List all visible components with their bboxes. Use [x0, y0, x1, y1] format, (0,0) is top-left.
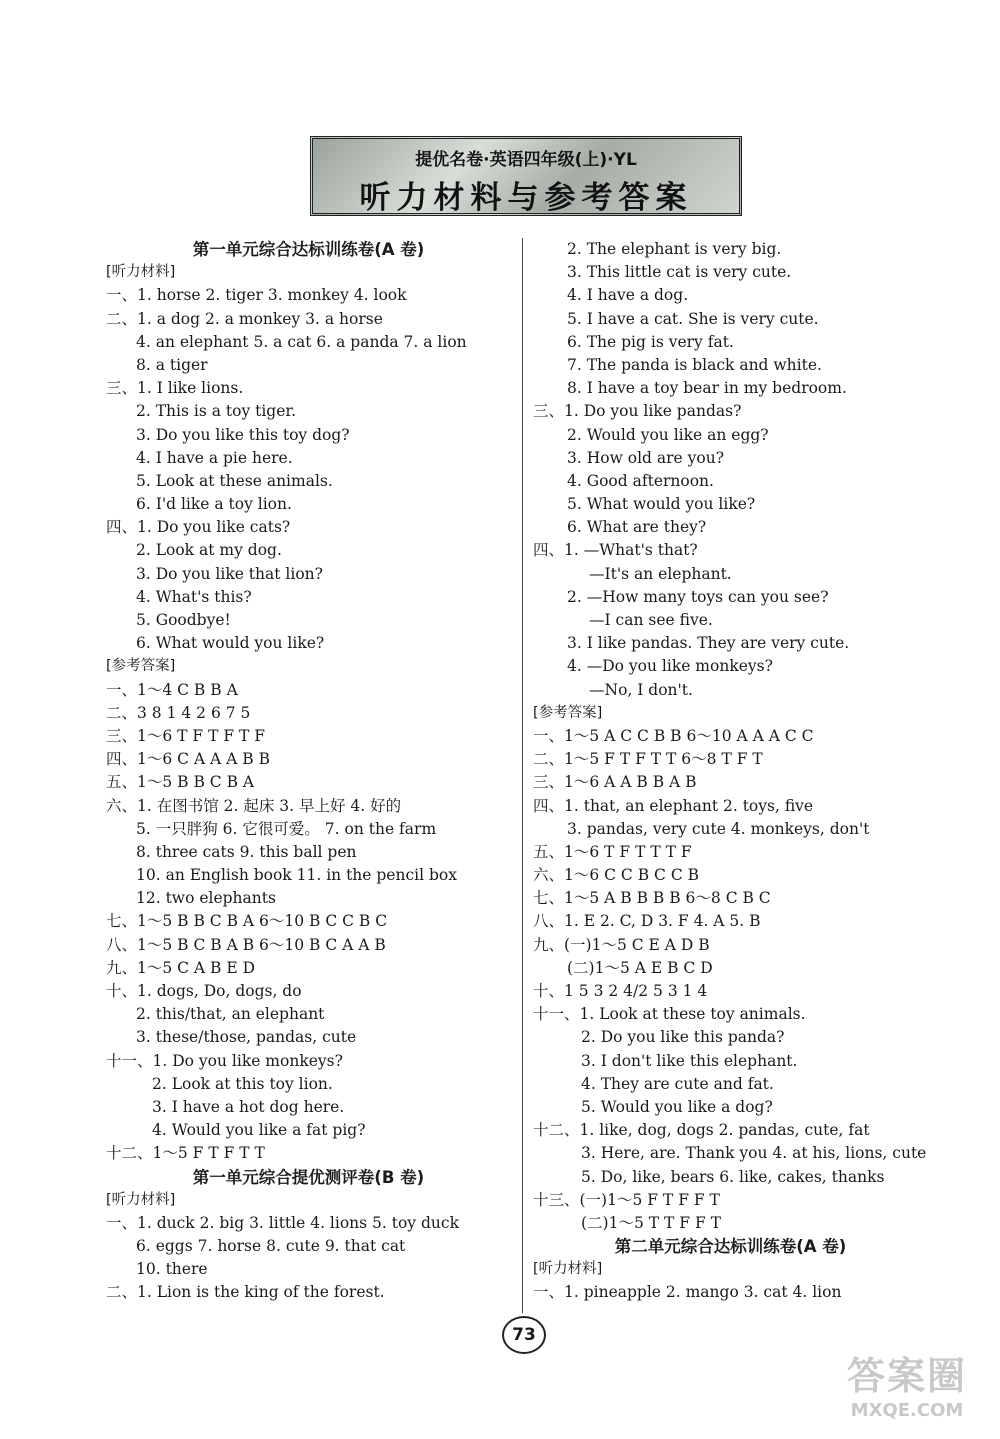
answer-line: 5. What would you like? [567, 495, 756, 514]
answer-line: 二、1. Lion is the king of the forest. [106, 1283, 385, 1302]
answer-line: 七、1～5 A B B B B 6～8 C B C [533, 889, 771, 908]
answer-line: 3. I like pandas. They are very cute. [567, 634, 850, 653]
answer-line: 六、1. 在图书馆 2. 起床 3. 早上好 4. 好的 [106, 796, 402, 815]
answer-line: 3. these/those, pandas, cute [136, 1028, 357, 1047]
answer-line: 六、1～6 C C B C C B [533, 866, 700, 885]
answer-line: 十一、1. Look at these toy animals. [533, 1005, 806, 1024]
answer-line: 4. an elephant 5. a cat 6. a panda 7. a lion [136, 332, 467, 351]
answer-line: —It's an elephant. [589, 564, 732, 583]
section-tag: [听力材料] [106, 264, 176, 281]
column-divider [522, 238, 523, 1313]
answer-line: —I can see five. [589, 611, 713, 629]
answer-line: 6. What would you like? [136, 634, 325, 653]
left-column [106, 238, 511, 1305]
answer-line: 一、1. horse 2. tiger 3. monkey 4. look [106, 286, 407, 305]
answer-line: 一、1～5 A C C B B 6～10 A A A C C [533, 726, 814, 745]
answer-line: 3. I have a hot dog here. [152, 1097, 345, 1116]
answer-line: 一、1. duck 2. big 3. little 4. lions 5. toy duck [106, 1213, 459, 1232]
banner-subtitle: 提优名卷·英语四年级(上)·YL [415, 150, 637, 170]
answer-line: 4. I have a pie here. [136, 448, 293, 467]
answer-line: 七、1～5 B B C B A 6～10 B C C B C [106, 912, 388, 931]
answer-line: 5. I have a cat. She is very cute. [567, 309, 819, 328]
section-heading: 第一单元综合提优测评卷(B 卷) [192, 1167, 425, 1187]
answer-line: (二)1～5 T T F F T [581, 1213, 721, 1232]
answer-line: 三、1～6 T F T F T F [106, 726, 266, 745]
watermark-url: MXQE.COM [850, 1400, 964, 1421]
page-number-badge [488, 1316, 560, 1364]
answer-line: 4. What's this? [136, 587, 252, 606]
answer-line: 四、1. that, an elephant 2. toys, five [533, 796, 814, 815]
answer-line: 3. This little cat is very cute. [567, 263, 792, 282]
answer-line: 2. this/that, an elephant [136, 1005, 325, 1024]
answer-line: 5. Do, like, bears 6. like, cakes, thanks [581, 1167, 885, 1186]
answer-line: 2. —How many toys can you see? [567, 587, 829, 606]
answer-line: 一、1～4 C B B A [106, 680, 238, 699]
answer-line: (二)1～5 A E B C D [567, 958, 713, 977]
answer-line: 8. a tiger [136, 355, 208, 374]
answer-line: 十二、1～5 F T F T T [106, 1144, 265, 1163]
answer-line: 3. Do you like this toy dog? [136, 425, 350, 444]
answer-line: 2. The elephant is very big. [567, 240, 782, 258]
right-column [533, 238, 928, 1305]
answer-line: 4. I have a dog. [567, 286, 689, 305]
answer-line: 三、1. Do you like pandas? [533, 402, 742, 421]
section-heading: 第二单元综合达标训练卷(A 卷) [614, 1237, 847, 1257]
answer-line: 五、1～6 T F T T T F [533, 842, 692, 861]
answer-line: 6. What are they? [567, 518, 707, 537]
answer-line: 8. I have a toy bear in my bedroom. [567, 379, 847, 398]
answer-line: 10. an English book 11. in the pencil box [136, 866, 457, 885]
answer-line: 十三、(一)1～5 F T F F T [533, 1190, 720, 1209]
answer-line: —No, I don't. [589, 680, 693, 699]
answer-line: 3. Here, are. Thank you 4. at his, lions, cute [581, 1144, 927, 1163]
answer-line: 5. Would you like a dog? [581, 1097, 773, 1116]
answer-line: 5. Goodbye! [136, 611, 231, 629]
answer-line: 九、(一)1～5 C E A D B [533, 935, 710, 954]
answer-line: 三、1. I like lions. [106, 379, 244, 398]
answer-line: 5. 一只胖狗 6. 它很可爱。 7. on the farm [136, 819, 437, 838]
answer-line: 四、1～6 C A A A B B [106, 750, 271, 769]
answer-line: 6. I'd like a toy lion. [136, 495, 292, 514]
watermark-logo [832, 1345, 982, 1421]
section-tag: [参考答案] [533, 704, 603, 721]
answer-line: 十、1 5 3 2 4/2 5 3 1 4 [533, 982, 708, 1000]
answer-line: 十二、1. like, dog, dogs 2. pandas, cute, fat [533, 1121, 870, 1140]
section-tag: [听力材料] [106, 1191, 176, 1208]
section-tag: [参考答案] [106, 658, 176, 675]
answer-line: 八、1. E 2. C, D 3. F 4. A 5. B [533, 912, 761, 931]
watermark-text: 答案圈 [846, 1354, 967, 1398]
answer-line: 3. pandas, very cute 4. monkeys, don't [567, 819, 870, 838]
answer-line: 十、1. dogs, Do, dogs, do [106, 982, 302, 1000]
answer-line: 二、1. a dog 2. a monkey 3. a horse [106, 309, 383, 328]
answer-line: 4. They are cute and fat. [581, 1074, 774, 1093]
answer-line: 12. two elephants [136, 889, 276, 908]
answer-line: 6. eggs 7. horse 8. cute 9. that cat [136, 1237, 406, 1256]
answer-line: 7. The panda is black and white. [567, 355, 822, 374]
answer-line: 二、1～5 F T F T T 6～8 T F T [533, 750, 763, 769]
answer-line: 八、1～5 B C B A B 6～10 B C A A B [106, 935, 386, 954]
answer-line: 四、1. Do you like cats? [106, 518, 291, 537]
answer-line: 6. The pig is very fat. [567, 332, 734, 351]
page-number: 73 [502, 1316, 546, 1354]
answer-line: 4. —Do you like monkeys? [567, 657, 773, 676]
answer-line: 3. I don't like this elephant. [581, 1051, 798, 1070]
answer-line: 3. Do you like that lion? [136, 564, 323, 583]
section-heading: 第一单元综合达标训练卷(A 卷) [192, 240, 425, 259]
answer-line: 九、1～5 C A B E D [106, 958, 256, 977]
answer-line: 3. How old are you? [567, 448, 725, 467]
answer-line: 四、1. —What's that? [533, 541, 698, 560]
answer-line: 8. three cats 9. this ball pen [136, 842, 357, 861]
answer-line: 5. Look at these animals. [136, 471, 333, 490]
answer-line: 2. Look at my dog. [136, 541, 282, 560]
answer-line: 2. Would you like an egg? [567, 425, 769, 444]
answer-line: 10. there [136, 1260, 208, 1279]
answer-line: 二、3 8 1 4 2 6 7 5 [106, 703, 251, 722]
answer-line: 十一、1. Do you like monkeys? [106, 1051, 343, 1070]
answer-line: 4. Good afternoon. [567, 471, 714, 490]
banner-title: 听力材料与参考答案 [359, 180, 693, 216]
answer-line: 2. This is a toy tiger. [136, 402, 297, 421]
answer-line: 一、1. pineapple 2. mango 3. cat 4. lion [533, 1283, 842, 1302]
section-tag: [听力材料] [533, 1261, 603, 1278]
answer-line: 三、1～6 A A B B A B [533, 773, 697, 792]
answer-line: 五、1～5 B B C B A [106, 773, 255, 792]
title-banner [310, 136, 742, 216]
answer-line: 2. Look at this toy lion. [152, 1074, 333, 1093]
answer-line: 4. Would you like a fat pig? [152, 1121, 366, 1140]
answer-line: 2. Do you like this panda? [581, 1028, 785, 1047]
